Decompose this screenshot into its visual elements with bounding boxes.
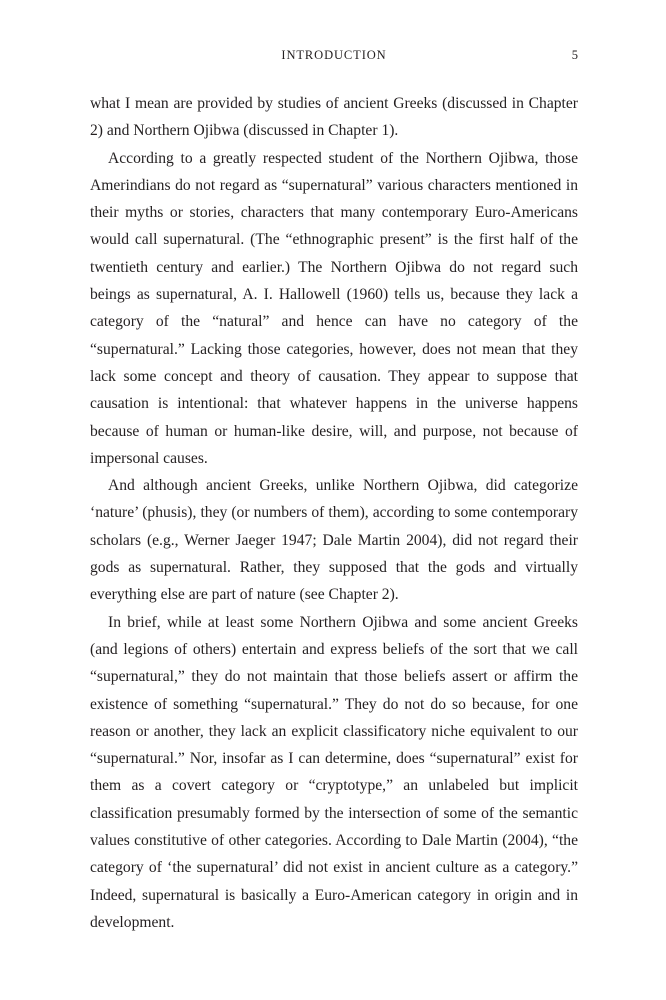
paragraph-continuation: what I mean are provided by studies of ancient Greeks (discussed in Chapter 2) and Northern Ojibwa (discussed in Chapter 1). bbox=[90, 95, 578, 140]
running-title: INTRODUCTION bbox=[281, 48, 387, 62]
paragraph-in-brief: In brief, while at least some Northern Ojibwa and some ancient Greeks (and legions of others) entertain and express beliefs of the sort that we call “supernatural,” they do not maintain that those beliefs assert or affirm the existence of something “supernatural.” They do not do so because, for one reason or another, they lack an explicit classificatory niche equivalent to our “supernatural.” Nor, insofar as I can determine, does “supernatural” exist for them as a covert category or “cryptotype,” an unlabeled but implicit classification presumably formed by the intersection of some of the semantic values constitutive of other categories. According to Dale Martin (2004), “the category of ‘the supernatural’ did not exist in ancient culture as a category.” Indeed, supernatural is basically a Euro-American category in origin and in development. bbox=[90, 613, 578, 931]
paragraph-greeks: And although ancient Greeks, unlike Northern Ojibwa, did categorize ‘nature’ (phusis), they (or numbers of them), according to some contemporary scholars (e.g., Werner Jaeger 1947; Dale Martin 2004), did not regard their gods as supernatural. Rather, they supposed that the gods and virtually everything else are part of nature (see Chapter 2). bbox=[90, 477, 578, 604]
running-head bbox=[90, 45, 578, 65]
page-number: 5 bbox=[571, 48, 578, 62]
paragraph-ojibwa: According to a greatly respected student of the Northern Ojibwa, those Amerindians do not regard as “supernatural” various characters mentioned in their myths or stories, characters that many contemporary Euro-Americans would call supernatural. (The “ethnographic present” is the first half of the twentieth century and earlier.) The Northern Ojibwa do not regard such beings as supernatural, A. I. Hallowell (1960) tells us, because they lack a category of the “natural” and hence can have no category of the “supernatural.” Lacking those categories, however, does not mean that they lack some concept and theory of causation. They appear to suppose that causation is intentional: that whatever happens in the universe happens because of human or human-like desire, will, and purpose, not because of impersonal causes. bbox=[90, 149, 578, 467]
body-text bbox=[90, 90, 578, 936]
